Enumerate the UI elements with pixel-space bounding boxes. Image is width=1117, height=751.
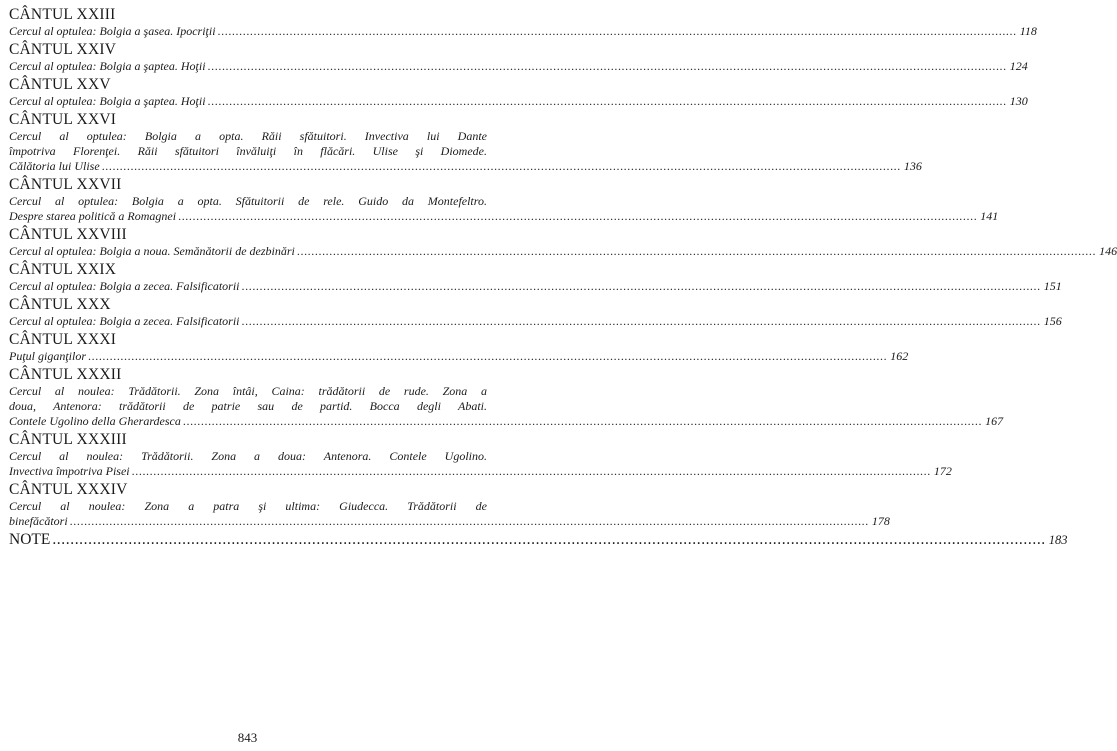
dot-leader [70, 514, 869, 529]
canto-title: CÂNTUL XXVI [9, 111, 117, 128]
page-ref: 178 [871, 514, 890, 528]
description-last-line [9, 514, 890, 529]
page-ref: 183 [1048, 533, 1068, 547]
page-ref: 118 [1019, 24, 1037, 38]
dot-leader [183, 414, 982, 429]
description-line: Cercul al optulea: Bolgia a opta. Sfătuitorii de rele. Guido da Montefeltro. [9, 194, 487, 208]
dot-leader [297, 244, 1096, 259]
description-line: Cercul al noulea: Trădătorii. Zona întâi, Caina: trădătorii de rude. Zona a [9, 384, 487, 398]
notes-entry [9, 530, 1068, 550]
dot-leader [208, 59, 1007, 74]
toc-entry [9, 175, 999, 224]
dot-leader [88, 349, 887, 364]
description-last-line [9, 349, 909, 364]
page-ref: 141 [980, 209, 999, 223]
description-line: împotriva Florenţei. Răii sfătuitori învăluiţi în flăcări. Ulise şi Diomede. [9, 144, 487, 158]
page-ref: 124 [1009, 59, 1028, 73]
description-last-line [9, 209, 999, 224]
canto-description [9, 384, 1004, 429]
toc-entry [9, 480, 890, 529]
dot-leader [132, 464, 931, 479]
canto-description [9, 449, 952, 479]
canto-title: CÂNTUL XXXII [9, 366, 122, 383]
toc-entry [9, 365, 1004, 429]
canto-description [9, 24, 1037, 39]
toc-entry [9, 75, 1028, 109]
description-line: Cercul al noulea: Zona a patra şi ultima: Giudecca. Trădătorii de [9, 499, 487, 513]
page-ref: 156 [1043, 314, 1062, 328]
page-ref: 151 [1043, 279, 1062, 293]
canto-description [9, 314, 1062, 329]
canto-description [9, 94, 1028, 109]
description-text: Contele Ugolino della Gherardesca [9, 414, 181, 428]
canto-description [9, 244, 1117, 259]
description-line: Cercul al optulea: Bolgia a opta. Răii sfătuitori. Invectiva lui Dante [9, 129, 487, 143]
description-text: Despre starea politică a Romagnei [9, 209, 177, 223]
notes-label: NOTE [9, 531, 51, 548]
toc-entry [9, 330, 909, 364]
description-text: Cercul al optulea: Bolgia a şasea. Ipocriţii [9, 24, 216, 38]
toc-entry [9, 260, 1062, 294]
canto-description [9, 499, 890, 529]
description-last-line [9, 464, 952, 479]
canto-description [9, 279, 1062, 294]
canto-title: CÂNTUL XXXIII [9, 431, 127, 448]
dot-leader [102, 159, 901, 174]
page-ref: 136 [903, 159, 922, 173]
description-last-line [9, 314, 1062, 329]
description-last-line [9, 279, 1062, 294]
canto-title: CÂNTUL XXIV [9, 41, 117, 58]
description-text: Cercul al optulea: Bolgia a şaptea. Hoţii [9, 94, 206, 108]
description-text: Cercul al optulea: Bolgia a şaptea. Hoţii [9, 59, 206, 73]
description-text: Cercul al optulea: Bolgia a zecea. Falsificatorii [9, 314, 240, 328]
description-line: Cercul al noulea: Trădătorii. Zona a doua: Antenora. Contele Ugolino. [9, 449, 487, 463]
description-text: binefăcători [9, 514, 68, 528]
dot-leader [242, 314, 1041, 329]
canto-title: CÂNTUL XXX [9, 296, 111, 313]
page-ref: 162 [890, 349, 909, 363]
canto-description [9, 129, 922, 174]
dot-leader [218, 24, 1017, 39]
canto-description [9, 349, 909, 364]
description-line: doua, Antenora: trădătorii de patrie sau de partid. Bocca degli Abati. [9, 399, 487, 413]
toc-entry [9, 5, 1037, 39]
canto-title: CÂNTUL XXVIII [9, 226, 127, 243]
canto-description [9, 59, 1028, 74]
toc-entry [9, 40, 1028, 74]
canto-title: CÂNTUL XXIII [9, 6, 116, 23]
description-text: Puţul giganţilor [9, 349, 87, 363]
page-ref: 172 [933, 464, 952, 478]
description-text: Cercul al optulea: Bolgia a zecea. Falsificatorii [9, 279, 240, 293]
page-ref: 130 [1009, 94, 1028, 108]
toc-entry [9, 225, 1117, 259]
dot-leader [242, 279, 1041, 294]
canto-title: CÂNTUL XXXI [9, 331, 117, 348]
description-text: Invectiva împotriva Pisei [9, 464, 130, 478]
table-of-contents [9, 5, 1117, 550]
canto-title: CÂNTUL XXXIV [9, 481, 128, 498]
description-last-line [9, 24, 1037, 39]
description-last-line [9, 414, 1004, 429]
toc-entry [9, 295, 1062, 329]
canto-title: CÂNTUL XXV [9, 76, 111, 93]
description-last-line [9, 59, 1028, 74]
description-last-line [9, 94, 1028, 109]
description-text: Cercul al optulea: Bolgia a noua. Semănătorii de dezbinări [9, 244, 295, 258]
toc-entry [9, 110, 922, 174]
dot-leader [178, 209, 977, 224]
description-last-line [9, 244, 1117, 259]
canto-title: CÂNTUL XXVII [9, 176, 122, 193]
toc-entry [9, 430, 952, 479]
description-text: Călătoria lui Ulise [9, 159, 100, 173]
description-last-line [9, 159, 922, 174]
page-ref: 146 [1099, 244, 1117, 258]
page-number: 843 [237, 730, 258, 745]
page-ref: 167 [985, 414, 1004, 428]
canto-description [9, 194, 999, 224]
dot-leader [208, 94, 1007, 109]
dot-leader [52, 531, 1045, 548]
canto-title: CÂNTUL XXIX [9, 261, 117, 278]
